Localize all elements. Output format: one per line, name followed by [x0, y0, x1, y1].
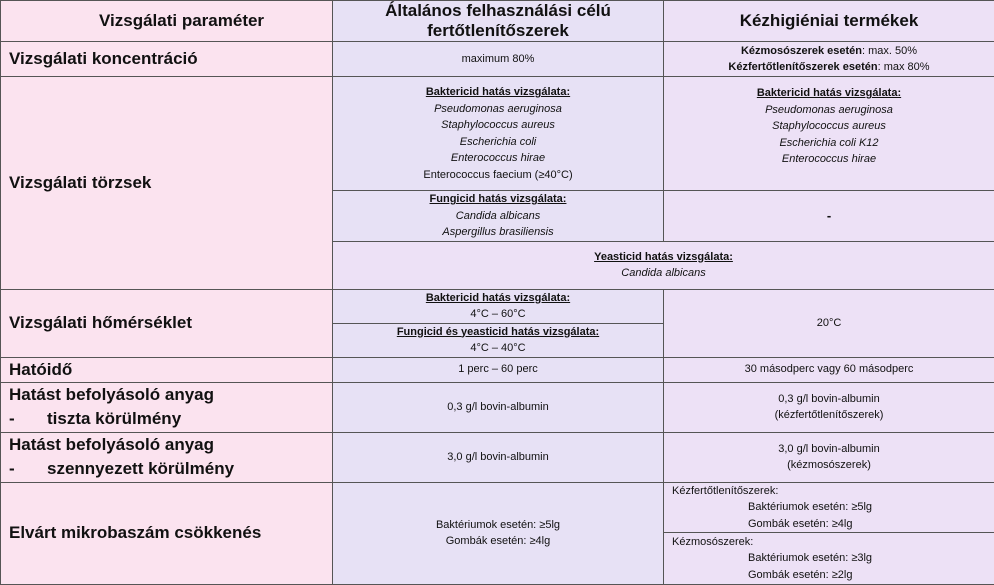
- hand-clean-line2: (kézfertőtlenítőszerek): [664, 407, 994, 424]
- strain-item: Escherichia coli: [333, 134, 663, 151]
- header-parameter: Vizsgálati paraméter: [1, 1, 333, 42]
- hand-reduction-wash-line2: Gombák esetén: ≥2lg: [672, 567, 994, 584]
- hand-time: 30 másodperc vagy 60 másodperc: [664, 357, 994, 382]
- strain-item: Staphylococcus aureus: [664, 118, 994, 135]
- hand-concentration: [664, 42, 994, 77]
- strain-item: Staphylococcus aureus: [333, 117, 663, 134]
- hand-reduction-disinfect: [664, 482, 994, 533]
- hand-reduction-disinfect-title: Kézfertőtlenítőszerek:: [672, 485, 778, 497]
- hand-dirty-line1: 3,0 g/l bovin-albumin: [664, 441, 994, 458]
- label-clean: [1, 382, 333, 432]
- hand-reduction-disinfect-line2: Gombák esetén: ≥4lg: [672, 516, 994, 533]
- strain-item: Pseudomonas aeruginosa: [664, 102, 994, 119]
- label-dirty-dash: -: [9, 457, 47, 481]
- hand-disinfect-value: : max 80%: [878, 61, 930, 73]
- general-dirty: 3,0 g/l bovin-albumin: [333, 432, 664, 482]
- header-row: [1, 1, 994, 42]
- row-strains-bact: [1, 77, 994, 191]
- label-temperature: Vizsgálati hőmérséklet: [1, 289, 333, 357]
- strain-item: Enterococcus hirae: [664, 151, 994, 168]
- strain-item: Candida albicans: [333, 208, 663, 225]
- temp-fung-title: Fungicid és yeasticid hatás vizsgálata:: [333, 324, 663, 341]
- row-clean: [1, 382, 994, 432]
- label-clean-dash: -: [9, 407, 47, 431]
- hand-clean-line1: 0,3 g/l bovin-albumin: [664, 391, 994, 408]
- general-bact-title: Baktericid hatás vizsgálata:: [333, 84, 663, 101]
- hand-bact-title: Baktericid hatás vizsgálata:: [664, 85, 994, 102]
- hand-temperature: 20°C: [664, 289, 994, 357]
- label-clean-line1: Hatást befolyásoló anyag: [9, 383, 332, 407]
- strain-item: Candida albicans: [333, 265, 994, 282]
- hand-reduction-wash: [664, 533, 994, 585]
- hand-dirty: [664, 432, 994, 482]
- row-reduction-a: [1, 482, 994, 533]
- general-time: 1 perc – 60 perc: [333, 357, 664, 382]
- strain-item: Escherichia coli K12: [664, 135, 994, 152]
- header-hand: Kézhigiéniai termékek: [664, 1, 994, 42]
- label-dirty-line1: Hatást befolyásoló anyag: [9, 433, 332, 457]
- label-time: Hatóidő: [1, 357, 333, 382]
- hand-wash-label: Kézmosószerek esetén: [741, 45, 862, 57]
- strain-item: Enterococcus hirae: [333, 150, 663, 167]
- strain-item: Aspergillus brasiliensis: [333, 224, 663, 241]
- hand-strains-fung: -: [664, 191, 994, 242]
- temp-fung-value: 4°C – 40°C: [333, 340, 663, 357]
- hand-clean: [664, 382, 994, 432]
- row-time: [1, 357, 994, 382]
- label-reduction: Elvárt mikrobaszám csökkenés: [1, 482, 333, 585]
- label-dirty: [1, 432, 333, 482]
- strain-item: Enterococcus faecium (≥40°C): [333, 167, 663, 184]
- general-strains-fung: [333, 191, 664, 242]
- label-clean-line2: tiszta körülmény: [47, 409, 181, 428]
- general-strains-bact: [333, 77, 664, 191]
- general-temp-bact: [333, 289, 664, 323]
- header-general: Általános felhasználási célú fertőtlenítőszerek: [333, 1, 664, 42]
- general-reduction-line1: Baktériumok esetén: ≥5lg: [333, 517, 663, 534]
- hand-strains-bact: [664, 77, 994, 191]
- strains-yeast: [333, 241, 994, 289]
- hand-disinfect-label: Kézfertőtlenítőszerek esetén: [728, 61, 877, 73]
- row-temperature-a: [1, 289, 994, 323]
- label-strains: Vizsgálati törzsek: [1, 77, 333, 290]
- hand-reduction-wash-title: Kézmosószerek:: [672, 536, 753, 548]
- general-fung-title: Fungicid hatás vizsgálata:: [333, 191, 663, 208]
- general-reduction: [333, 482, 664, 585]
- general-reduction-line2: Gombák esetén: ≥4lg: [333, 533, 663, 550]
- yeast-title: Yeasticid hatás vizsgálata:: [333, 249, 994, 266]
- row-dirty: [1, 432, 994, 482]
- label-dirty-line2: szennyezett körülmény: [47, 459, 234, 478]
- general-concentration: maximum 80%: [333, 42, 664, 77]
- row-concentration: [1, 42, 994, 77]
- hand-reduction-wash-line1: Baktériumok esetén: ≥3lg: [672, 550, 994, 567]
- hand-wash-value: : max. 50%: [862, 45, 917, 57]
- temp-bact-value: 4°C – 60°C: [333, 306, 663, 323]
- general-clean: 0,3 g/l bovin-albumin: [333, 382, 664, 432]
- label-concentration: Vizsgálati koncentráció: [1, 42, 333, 77]
- strain-item: Pseudomonas aeruginosa: [333, 101, 663, 118]
- hand-reduction-disinfect-line1: Baktériumok esetén: ≥5lg: [672, 499, 994, 516]
- hand-dirty-line2: (kézmosószerek): [664, 457, 994, 474]
- general-temp-fung: [333, 323, 664, 357]
- temp-bact-title: Baktericid hatás vizsgálata:: [333, 290, 663, 307]
